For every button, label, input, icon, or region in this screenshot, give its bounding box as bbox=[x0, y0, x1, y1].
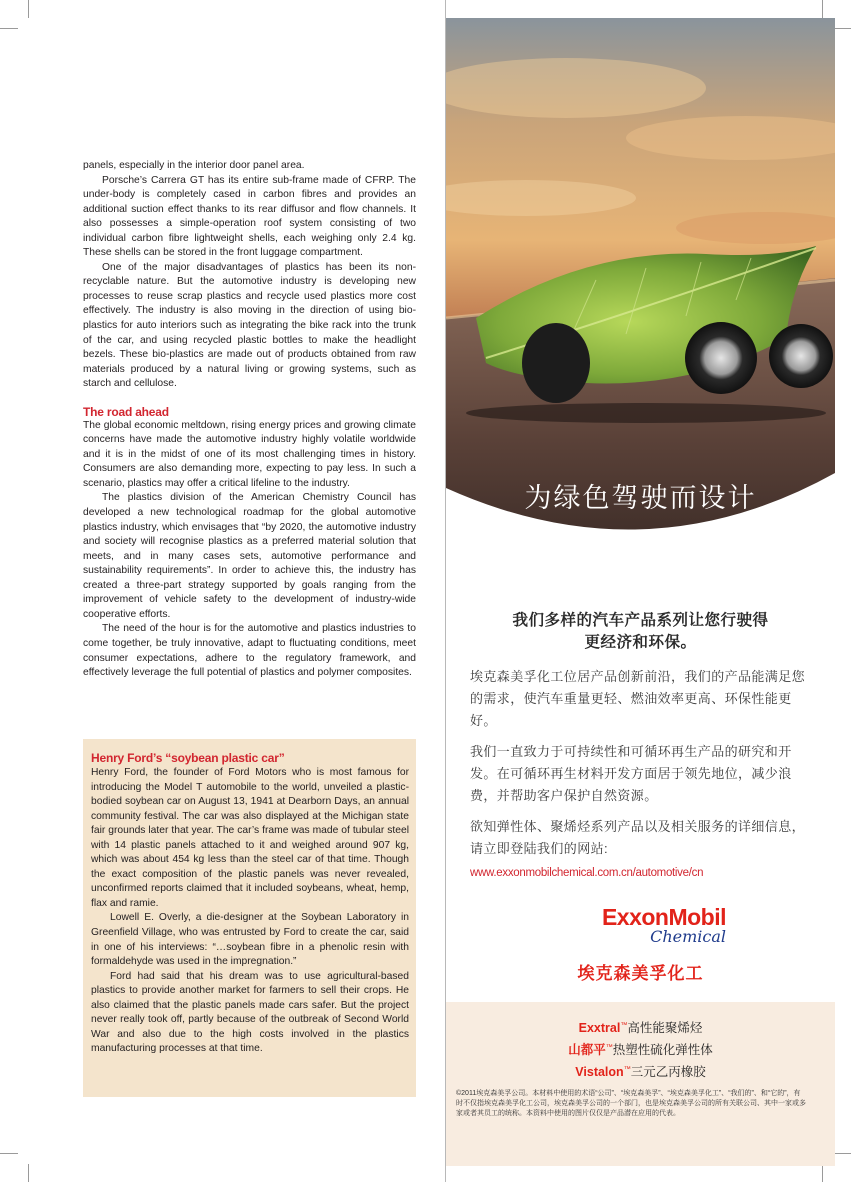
article-paragraph: Porsche’s Carrera GT has its entire sub-frame made of CFRP. The under-body is completely cased in carbon fibres and provides an additional suction effect thanks to its rear diffusor and flow channels. It also possesses a simple-operation roof system consisting of two individual carbon fibre lightweight shells, each weighing only 2.4 kg. These shells can be stored in the front luggage compartment. bbox=[83, 174, 416, 259]
trademark-symbol: ™ bbox=[623, 1066, 631, 1074]
crop-mark bbox=[822, 1164, 823, 1182]
article-paragraph: The need of the hour is for the automotive and plastics industries to come together, be truly innovative, adapt to fluctuating conditions, meet consumer expectations, adhere to the regulatory framework, and effectively leverage the full potential of plastics and polymer composites. bbox=[83, 623, 416, 679]
ad-headline bbox=[446, 610, 835, 654]
ad-paragraph: 欲知弹性体、聚烯烃系列产品以及相关服务的详细信息，请立即登陆我们的网站: bbox=[470, 819, 806, 856]
product-item bbox=[446, 1060, 835, 1082]
article-column bbox=[83, 159, 416, 681]
article-paragraph: The global economic meltdown, rising energy prices and growing climate concerns have made the automotive industry highly volatile worldwide and it is in the midst of one of its most challenging times in history. Consumers are also demanding more, expecting to pay less. In such a scenario, plastics may offer a critical lifeline to the industry. bbox=[83, 419, 416, 489]
logo-wordmark: ExxonMobil bbox=[601, 904, 726, 930]
sidebar-box bbox=[83, 739, 416, 1097]
article-paragraph: panels, especially in the interior door panel area. bbox=[83, 160, 305, 171]
crop-mark bbox=[0, 28, 18, 29]
ad-headline-line: 我们多样的汽车产品系列让您行驶得 bbox=[512, 612, 769, 629]
product-brand: Exxtral bbox=[578, 1021, 621, 1036]
article-body-top bbox=[83, 159, 416, 392]
article-body-bottom bbox=[83, 419, 416, 681]
crop-mark bbox=[833, 28, 851, 29]
product-item bbox=[446, 1016, 835, 1038]
ad-headline-line: 更经济和环保。 bbox=[584, 634, 697, 651]
crop-mark bbox=[28, 0, 29, 18]
trademark-symbol: ™ bbox=[605, 1044, 613, 1052]
product-brand: Vistalon bbox=[575, 1065, 624, 1080]
product-desc: 热塑性硫化弹性体 bbox=[612, 1043, 713, 1058]
sidebar-title: Henry Ford’s “soybean plastic car” bbox=[91, 751, 285, 765]
ad-url-link[interactable]: www.exxonmobilchemical.com.cn/automotive/cn bbox=[470, 867, 704, 879]
sidebar-body bbox=[91, 766, 409, 1057]
product-desc: 三元乙丙橡胶 bbox=[630, 1065, 706, 1080]
article-paragraph: The plastics division of the American Chemistry Council has developed a new technological roadmap for the global automotive plastics industry, which envisages that “by 2020, the automotive industry and society will recognise plastics as a preferred material solution that meets, and in many cases sets, automotive performance and sustainability requirements”. In order to achieve this, the industry has created a three-part strategy supported by goals ranging from the improvement of vehicle safety to the development of industry-wide cooperative efforts. bbox=[83, 492, 416, 620]
ad-paragraph: 我们一直致力于可持续性和可循环再生产品的研究和开发。在可循环再生材料开发方面居于领先地位，减少浪费，并帮助客户保护自然资源。 bbox=[470, 744, 792, 803]
product-desc: 高性能聚烯烃 bbox=[627, 1021, 703, 1036]
sidebar-paragraph: Ford had said that his dream was to use agricultural-based plastics to provide another market for farmers to sell their crops. He also claimed that the plastic panels made cars safer. But the project never really took off, partly because of the outbreak of Second World War and also due to the high costs involved in the plastics manufacturing processes at that time. bbox=[91, 970, 409, 1055]
company-name-cn: 埃克森美孚化工 bbox=[577, 964, 704, 983]
sidebar-paragraph: Lowell E. Overly, a die-designer at the Soybean Laboratory in Greenfield Village, who was entrusted by Ford to create the car, said in one of his interviews: “…soybean fibre in a phenolic resin with formaldehyde was used in the impregnation.” bbox=[91, 912, 409, 968]
crop-mark bbox=[0, 1153, 18, 1154]
crop-mark bbox=[28, 1164, 29, 1182]
product-item bbox=[446, 1038, 835, 1060]
product-brand: 山都平 bbox=[568, 1043, 606, 1058]
leaf-car-image bbox=[446, 18, 835, 603]
product-list bbox=[446, 1016, 835, 1082]
sidebar-paragraph: Henry Ford, the founder of Ford Motors who is most famous for introducing the Model T automobile to the world, unveiled a plastic-bodied soybean car on August 13, 1941 at Dearborn Days, an annual community festival. The car was also displayed at the Michigan state fair grounds later that year. The car’s frame was made of tubular steel with 14 plastic panels attached to it and weighed around 907 kg, which was about 454 kg less than the steel car of that time. Though the exact composition of the plastic panels was never revealed, unconfirmed reports claimed that it included soybeans, wheat, hemp, flax and ramie. bbox=[91, 767, 409, 909]
legal-notice: ©2011埃克森美孚公司。本材料中使用的术语“公司”、“埃克森美孚”、“埃克森美孚化工”、“我们的”、和“它的”，有时不仅指埃克森美孚化工公司，埃克森美孚公司的一个部门，也是埃克森美孚公司的所有关联公司、其中一家或多家或者其员工的统称。本资料中使用的图片仅仅是产品潜在应用的代表。 bbox=[456, 1090, 806, 1117]
trademark-symbol: ™ bbox=[620, 1022, 628, 1029]
advertisement bbox=[446, 18, 835, 1166]
article-paragraph: One of the major disadvantages of plastics has been its non-recyclable nature. But the automotive industry is developing new processes to reuse scrap plastics and recycle used plastics more cost effectively. The industry is also moving in the direction of using bio-plastics for auto interiors such as integrating the bike rack into the trunk of the car, and using recycled plastic bottles to make the headlight bezels. These bio-plastics are made out of products obtained from raw materials produced by a natural living or growing systems, such as starch and cellulose. bbox=[83, 261, 416, 390]
section-heading: The road ahead bbox=[83, 404, 169, 419]
logo-subtitle: Chemical bbox=[650, 927, 726, 946]
crop-mark bbox=[822, 0, 823, 18]
exxonmobil-logo bbox=[566, 904, 726, 946]
ad-paragraph: 埃克森美孚化工位居产品创新前沿，我们的产品能满足您的需求，使汽车重量更轻、燃油效率更高、环保性能更好。 bbox=[470, 669, 806, 728]
crop-mark bbox=[833, 1153, 851, 1154]
hero-title: 为绿色驾驶而设计 bbox=[524, 483, 757, 513]
